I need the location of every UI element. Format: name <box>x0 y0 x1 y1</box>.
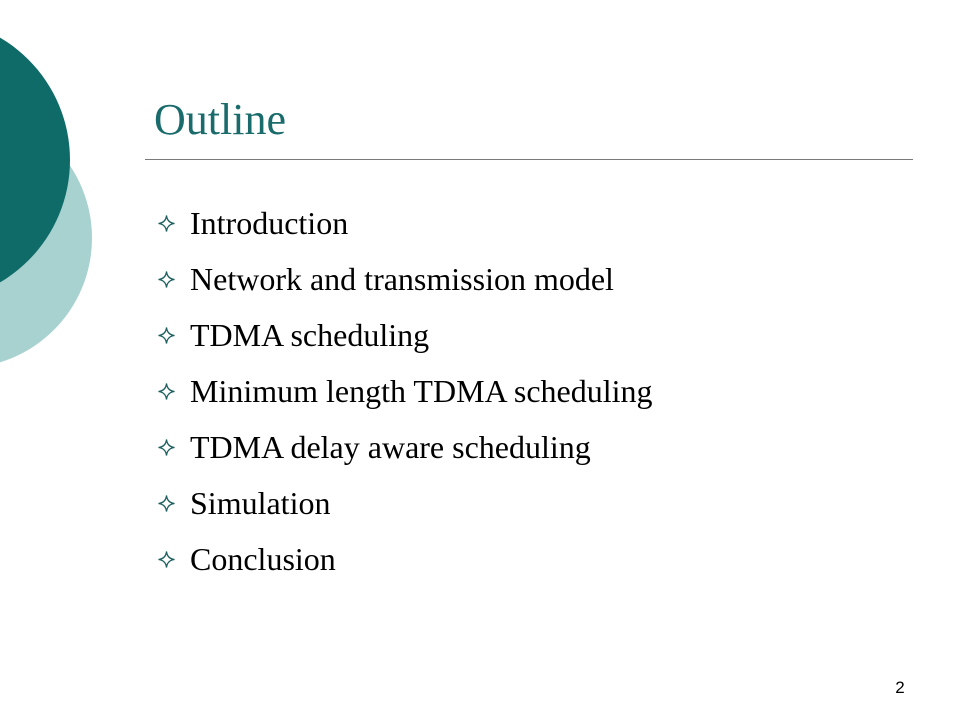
page-number: 2 <box>895 678 905 697</box>
bullet-item <box>157 195 653 251</box>
bullet-list <box>157 195 653 587</box>
title-divider <box>145 159 913 160</box>
bullet-item <box>157 363 653 419</box>
bullet-text: Network and transmission model <box>190 261 614 297</box>
bullet-item <box>157 419 653 475</box>
hollow-diamond-icon <box>157 438 176 457</box>
bullet-item <box>157 251 653 307</box>
bullet-item <box>157 475 653 531</box>
hollow-diamond-icon <box>157 214 176 233</box>
bullet-text: Conclusion <box>190 541 336 577</box>
hollow-diamond-icon <box>157 326 176 345</box>
bullet-text: Simulation <box>190 485 331 521</box>
bullet-text: Introduction <box>190 205 349 241</box>
hollow-diamond-icon <box>157 270 176 289</box>
bullet-text: Minimum length TDMA scheduling <box>190 373 653 409</box>
decorative-circles <box>0 0 100 380</box>
hollow-diamond-icon <box>157 382 176 401</box>
slide-title: Outline <box>154 95 286 144</box>
bullet-text: TDMA scheduling <box>190 317 430 353</box>
hollow-diamond-icon <box>157 550 176 569</box>
hollow-diamond-icon <box>157 494 176 513</box>
bullet-item <box>157 307 653 363</box>
bullet-item <box>157 531 653 587</box>
bullet-text: TDMA delay aware scheduling <box>190 429 591 465</box>
